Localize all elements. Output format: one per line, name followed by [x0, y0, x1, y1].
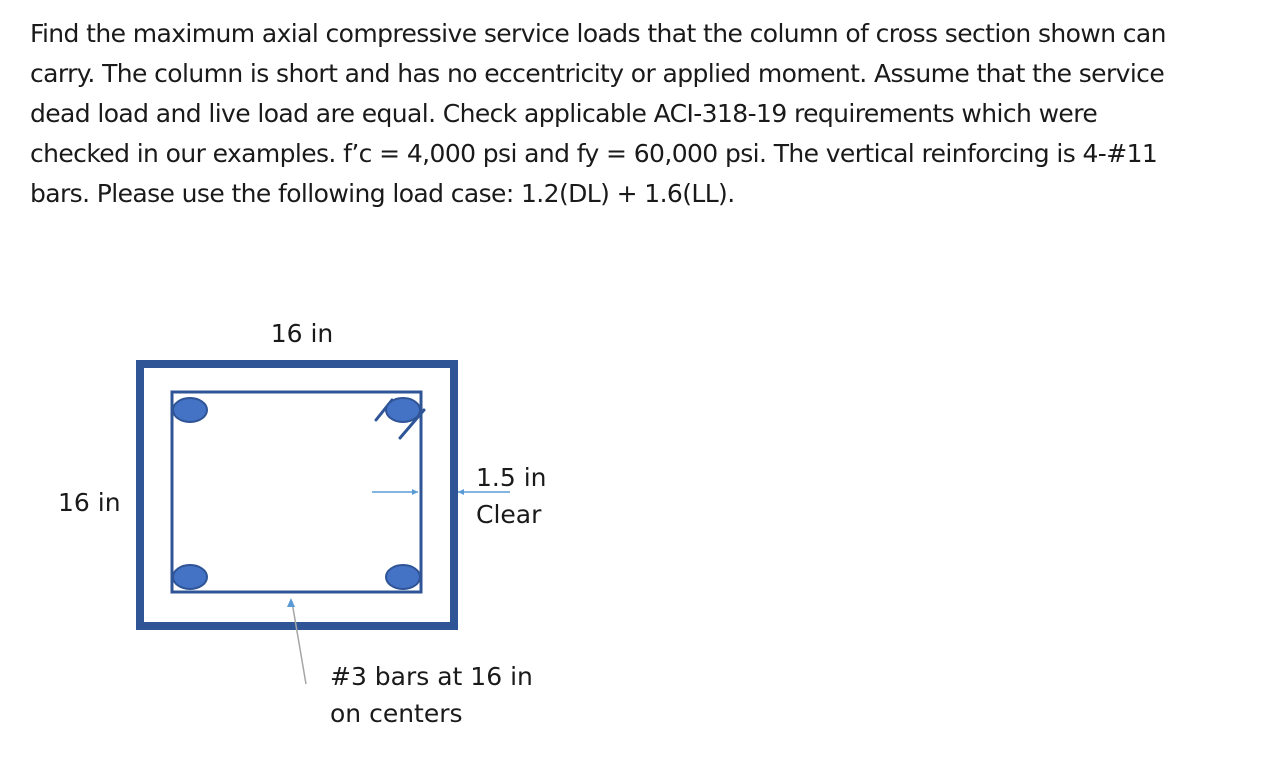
tie-leader-arrowhead — [287, 598, 295, 607]
clear-cover-label: 1.5 in — [476, 463, 547, 492]
width-dimension-label: 16 in — [270, 319, 334, 348]
rebar-bottom-right — [386, 565, 420, 589]
rebar-top-right — [386, 398, 420, 422]
problem-line: checked in our examples. f’c = 4,000 psi and fy = 60,000 psi. The vertical reinforcing is 4-#11 — [30, 139, 1158, 168]
rebar-top-left — [173, 398, 207, 422]
problem-line: bars. Please use the following load case: 1.2(DL) + 1.6(LL). — [30, 179, 735, 208]
problem-line: carry. The column is short and has no eccentricity or applied moment. Assume that the service — [30, 59, 1165, 88]
tie-leader-line — [292, 602, 306, 684]
clear-cover-label: Clear — [476, 500, 542, 529]
tie-spacing-label: #3 bars at 16 in — [330, 662, 533, 691]
problem-line: Find the maximum axial compressive service loads that the column of cross section shown can — [30, 19, 1166, 48]
rebar-bottom-left — [173, 565, 207, 589]
tie-spacing-label: on centers — [330, 699, 463, 728]
problem-line: dead load and live load are equal. Check applicable ACI-318-19 requirements which were — [30, 99, 1098, 128]
height-dimension-label: 16 in — [58, 488, 121, 517]
